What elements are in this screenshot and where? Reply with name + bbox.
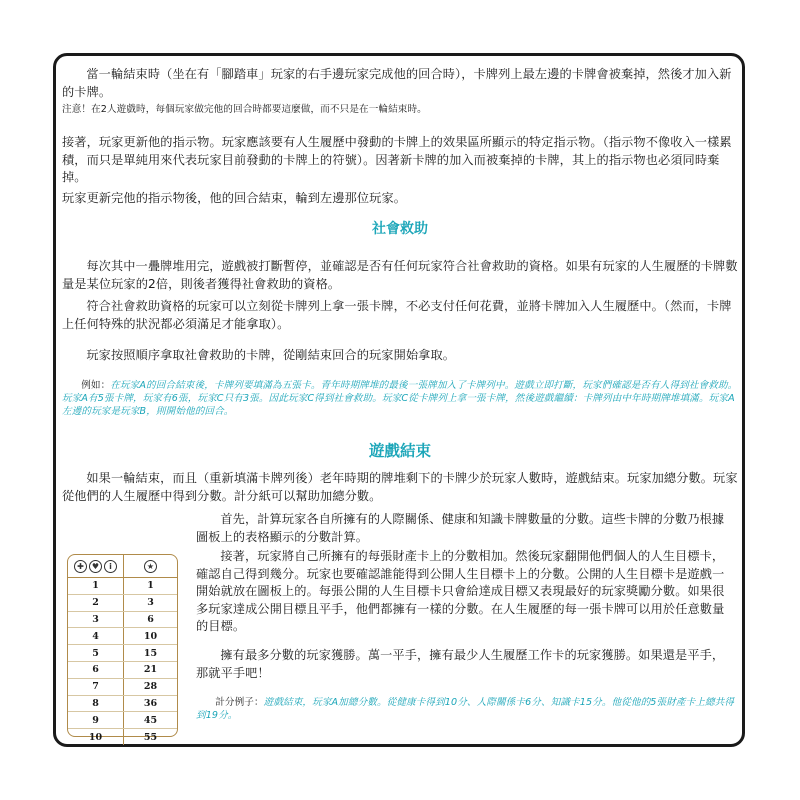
score-table-row [68, 729, 177, 745]
points-cell: 45 [123, 712, 177, 728]
knowledge-icon: i [104, 560, 117, 573]
scoring-example-text: 遊戲結束，玩家A加總分數。從健康卡得到10分、人際關係卡6分、知識卡15分。他從他的5張財產卡上總共得到19分。 [196, 697, 735, 721]
score-table-row [68, 696, 177, 713]
intro-paragraph-3: 玩家更新完他的指示物後，他的回合結束，輪到左邊那位玩家。 [62, 191, 407, 205]
social-example-text: 在玩家A的回合結束後，卡牌列要填滿為五張卡。青年時期牌堆的最後一張牌加入了卡牌列中。遊戲立即打斷，玩家們確認是否有人得到社會救助。玩家A有5張卡牌，玩家有6張，玩家C只有3張。因此玩家C得到社會救助。玩家C從卡牌列上拿一張卡牌，然後遊戲繼續：卡牌列由中年時期牌堆填滿。玩家A左邊的玩家是玩家B，則開始他的回合。 [62, 380, 738, 417]
points-cell: 6 [123, 612, 177, 628]
points-cell: 10 [123, 628, 177, 644]
card-count-cell: 4 [92, 630, 99, 642]
social-paragraph-3: 玩家按照順序拿取社會救助的卡牌，從剛結束回合的玩家開始拿取。 [86, 348, 456, 362]
endgame-paragraph-4: 擁有最多分數的玩家獲勝。萬一平手，擁有最少人生履歷工作卡的玩家獲勝。如果還是平手，那就平手吧！ [196, 648, 725, 680]
score-table-row [68, 612, 177, 629]
card-count-cell: 1 [92, 580, 99, 592]
points-icon: ★ [144, 560, 157, 573]
points-cell: 3 [123, 595, 177, 611]
intro-paragraph-1: 當一輪結束時（坐在有「腳踏車」玩家的右手邊玩家完成他的回合時），卡牌列上最左邊的卡牌會被棄掉，然後才加入新的卡牌。 [62, 67, 732, 99]
social-example [62, 379, 738, 418]
scoring-example [196, 696, 736, 722]
card-count-cell: 10 [88, 731, 103, 743]
points-cell: 36 [123, 696, 177, 712]
score-table-row [68, 712, 177, 729]
score-table-row [68, 628, 177, 645]
endgame-paragraph-1: 如果一輪結束，而且（重新填滿卡牌列後）老年時期的牌堆剩下的卡牌少於玩家人數時，遊戲結束。玩家加總分數。玩家從他們的人生履歷中得到分數。計分紙可以幫助加總分數。 [62, 471, 738, 503]
score-table-row [68, 679, 177, 696]
score-table-header [68, 555, 177, 578]
relationship-icon: ♥ [89, 560, 102, 573]
points-cell: 21 [123, 662, 177, 678]
social-paragraph-2: 符合社會救助資格的玩家可以立刻從卡牌列上拿一張卡牌，不必支付任何花費，並將卡牌加入人生履歷中。（然而，卡牌上任何特殊的狀況都必須滿足才能拿取）。 [62, 299, 732, 331]
score-table-row [68, 662, 177, 679]
points-cell: 15 [123, 645, 177, 661]
points-cell: 28 [123, 679, 177, 695]
score-table-rows [68, 578, 177, 745]
card-count-cell: 7 [92, 681, 99, 693]
intro-paragraph-2: 接著，玩家更新他的指示物。玩家應該要有人生履歷中發動的卡牌上的效果區所顯示的特定指示物。（指示物不像收入一樣累積，而只是單純用來代表玩家目前發動的卡牌上的符號）。因著新卡牌的加入而被棄掉的卡牌，其上的指示物也必須同時棄掉。 [62, 135, 732, 184]
score-table-row [68, 578, 177, 595]
score-table-row [68, 645, 177, 662]
scoring-example-label: 計分例子： [215, 697, 264, 708]
card-score-table [67, 554, 178, 743]
card-count-cell: 8 [92, 697, 99, 709]
social-example-label: 例如： [81, 380, 111, 391]
card-count-cell: 9 [92, 714, 99, 726]
social-assistance-heading: 社會救助 [372, 221, 428, 237]
endgame-paragraph-2: 首先，計算玩家各自所擁有的人際關係、健康和知識卡牌數量的分數。這些卡牌的分數乃根據圖板上的表格顯示的分數計算。 [196, 512, 725, 544]
health-icon: ✚ [74, 560, 87, 573]
card-count-cell: 5 [92, 647, 99, 659]
points-cell: 55 [123, 729, 177, 745]
card-count-cell: 6 [92, 664, 99, 676]
social-paragraph-1: 每次其中一疊牌堆用完，遊戲被打斷暫停，並確認是否有任何玩家符合社會救助的資格。如果有玩家的人生履歷的卡牌數量是某位玩家的2倍，則後者獲得社會救助的資格。 [62, 259, 738, 291]
card-count-cell: 2 [92, 597, 99, 609]
points-cell: 1 [123, 578, 177, 594]
endgame-paragraph-3: 接著，玩家將自己所擁有的每張財產卡上的分數相加。然後玩家翻開他們個人的人生目標卡，確認自己得到幾分。玩家也要確認誰能得到公開人生目標卡上的分數。公開的人生目標卡是遊戲一開始就放在圖板上的。每張公開的人生目標卡只會給達成目標又表現最好的玩家獎勵分數。如果很多玩家達成公開目標且平手，他們都擁有一樣的分數。在人生履歷的每一張卡牌可以用於任意數量的目標。 [196, 549, 725, 633]
card-count-cell: 3 [92, 613, 99, 625]
score-table-row [68, 595, 177, 612]
game-end-heading: 遊戲結束 [368, 442, 431, 460]
two-player-note: 注意！在2人遊戲時，每個玩家做完他的回合時都要這麼做，而不只是在一輪結束時。 [62, 104, 427, 115]
